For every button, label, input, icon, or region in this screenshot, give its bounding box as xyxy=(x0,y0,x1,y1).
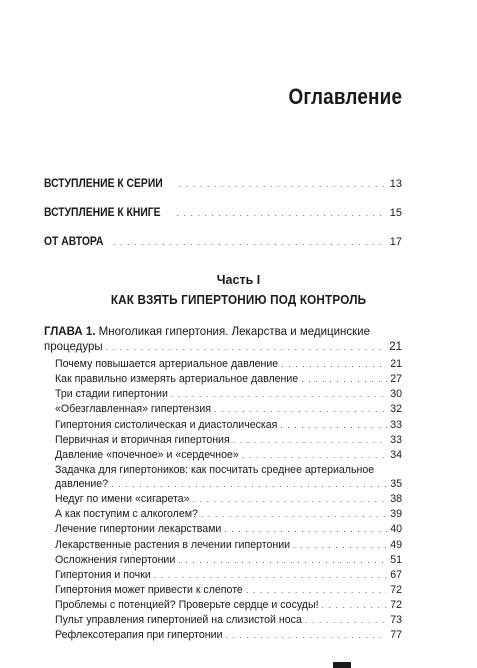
leader-dots xyxy=(280,418,387,432)
toc-entry-title: Рефлексотерапия при гипертонии xyxy=(55,629,223,642)
leader-dots xyxy=(322,598,387,612)
toc-entry-title: Почему повышается артериальное давление xyxy=(55,358,279,370)
toc-entry-section[interactable] xyxy=(55,507,402,521)
toc-entry-page: 33 xyxy=(390,433,402,446)
toc-entry-section[interactable] xyxy=(55,492,402,506)
toc-entry-title: Три стадии гипертонии xyxy=(55,388,168,401)
leader-dots xyxy=(246,583,387,597)
toc-entry-title-line1: Задачка для гипертоников: как посчитать среднее артериальное xyxy=(55,463,375,476)
leader-dots xyxy=(177,206,387,220)
toc-entry-section[interactable] xyxy=(55,522,402,536)
toc-entry-section-wrapped[interactable] xyxy=(55,463,402,491)
leader-dots xyxy=(242,448,387,462)
toc-entry-title: Первичная и вторичная гипертония xyxy=(55,433,230,446)
toc-entry-page: 15 xyxy=(389,207,402,219)
toc-entry-section[interactable] xyxy=(55,583,402,597)
toc-entry-page: 21 xyxy=(390,358,402,370)
toc-entry-page: 72 xyxy=(390,599,402,612)
leader-dots xyxy=(233,433,387,447)
toc-entry-book-intro[interactable] xyxy=(44,206,402,220)
toc-entry-page: 77 xyxy=(390,629,402,642)
toc-entry-section[interactable] xyxy=(55,448,402,462)
toc-entry-section[interactable] xyxy=(55,357,402,371)
chapter-title-line2: процедуры xyxy=(44,341,103,353)
toc-entry-section[interactable] xyxy=(55,372,402,386)
toc-entry-page: 27 xyxy=(390,373,402,386)
toc-entry-page: 67 xyxy=(390,568,402,581)
toc-entry-title: ВСТУПЛЕНИЕ К СЕРИИ xyxy=(44,178,163,190)
leader-dots xyxy=(301,372,387,386)
leader-dots xyxy=(111,477,387,491)
toc-entry-section[interactable] xyxy=(55,538,402,552)
toc-entry-section[interactable] xyxy=(55,568,402,582)
toc-entry-page: 30 xyxy=(390,388,402,401)
leader-dots xyxy=(214,402,387,416)
section-list xyxy=(55,357,402,643)
toc-entry-series-intro[interactable] xyxy=(44,177,402,191)
toc-entry-page: 34 xyxy=(390,448,402,461)
leader-dots xyxy=(305,613,387,627)
toc-entry-page: 39 xyxy=(390,508,402,521)
leader-dots xyxy=(224,522,387,536)
toc-entry-page: 35 xyxy=(390,478,402,491)
toc-entry-title: Давление «почечное» и «сердечное» xyxy=(55,448,239,461)
toc-entry-section[interactable] xyxy=(55,402,402,416)
toc-entry-section[interactable] xyxy=(55,553,402,567)
chapter-title-line1: Многоликая гипертония. Лекарства и медицинские xyxy=(98,326,370,338)
toc-entry-title: Как правильно измерять артериальное давление xyxy=(55,373,299,386)
toc-entry-title: Лекарственные растения в лечении гипертонии xyxy=(55,538,291,551)
toc-entry-page: 40 xyxy=(390,523,402,536)
toc-entry-page: 49 xyxy=(390,538,402,551)
leader-dots xyxy=(113,235,387,249)
toc-entry-page: 51 xyxy=(390,553,402,566)
leader-dots xyxy=(171,387,387,401)
chapter-number: ГЛАВА 1. xyxy=(44,326,96,338)
toc-entry-chapter-1[interactable] xyxy=(44,325,402,355)
toc-entry-page: 73 xyxy=(390,614,402,627)
toc-entry-title: давление? xyxy=(55,478,109,491)
toc-entry-title: Гипертония и почки xyxy=(55,568,151,581)
toc-entry-title: Проблемы с потенцией? Проверьте сердце и сосуды! xyxy=(55,599,319,612)
toc-entry-page: 32 xyxy=(390,403,402,416)
leader-dots xyxy=(201,507,387,521)
toc-entry-title: Гипертония систолическая и диастолическая xyxy=(55,418,278,431)
toc-entry-title: ВСТУПЛЕНИЕ К КНИГЕ xyxy=(44,207,161,219)
toc-entry-page: 21 xyxy=(389,341,402,353)
toc-entry-section[interactable] xyxy=(55,433,402,447)
toc-entry-title: Пульт управления гипертонией на слизистой носа xyxy=(55,614,302,627)
leader-dots xyxy=(154,568,387,582)
leader-dots xyxy=(226,628,388,642)
toc-entry-title: А как поступим с алкоголем? xyxy=(55,508,198,521)
toc-entry-title: «Обезглавленная» гипертензия xyxy=(55,403,211,416)
leader-dots xyxy=(281,357,387,371)
leader-dots xyxy=(193,492,387,506)
leader-dots xyxy=(178,553,387,567)
part-title: КАК ВЗЯТЬ ГИПЕРТОНИЮ ПОД КОНТРОЛЬ xyxy=(110,292,367,307)
toc-entry-title: Осложнения гипертонии xyxy=(55,553,176,566)
toc-entry-title: ОТ АВТОРА xyxy=(44,236,104,248)
toc-entry-section[interactable] xyxy=(55,418,402,432)
toc-entry-section[interactable] xyxy=(55,613,402,627)
toc-entry-page: 72 xyxy=(390,583,402,596)
page-title: Оглавление xyxy=(288,84,402,109)
toc-entry-page: 38 xyxy=(390,493,402,506)
part-label: Часть I xyxy=(216,273,261,287)
leader-dots xyxy=(106,340,387,355)
toc-entry-section[interactable] xyxy=(55,598,402,612)
toc-entry-title: Гипертония может привести к слепоте xyxy=(55,583,243,596)
toc-entry-section[interactable] xyxy=(55,628,402,642)
leader-dots xyxy=(179,177,387,191)
toc-entry-page: 13 xyxy=(389,178,402,190)
toc-entry-page: 17 xyxy=(389,236,402,248)
leader-dots xyxy=(293,538,387,552)
toc-entry-author[interactable] xyxy=(44,235,402,249)
toc-entry-section[interactable] xyxy=(55,387,402,401)
toc-entry-page: 33 xyxy=(390,418,402,431)
toc-entry-title: Лечение гипертонии лекарствами xyxy=(55,523,222,536)
page-edge-mark xyxy=(333,662,351,668)
toc-entry-title: Недуг по имени «сигарета» xyxy=(55,493,190,506)
